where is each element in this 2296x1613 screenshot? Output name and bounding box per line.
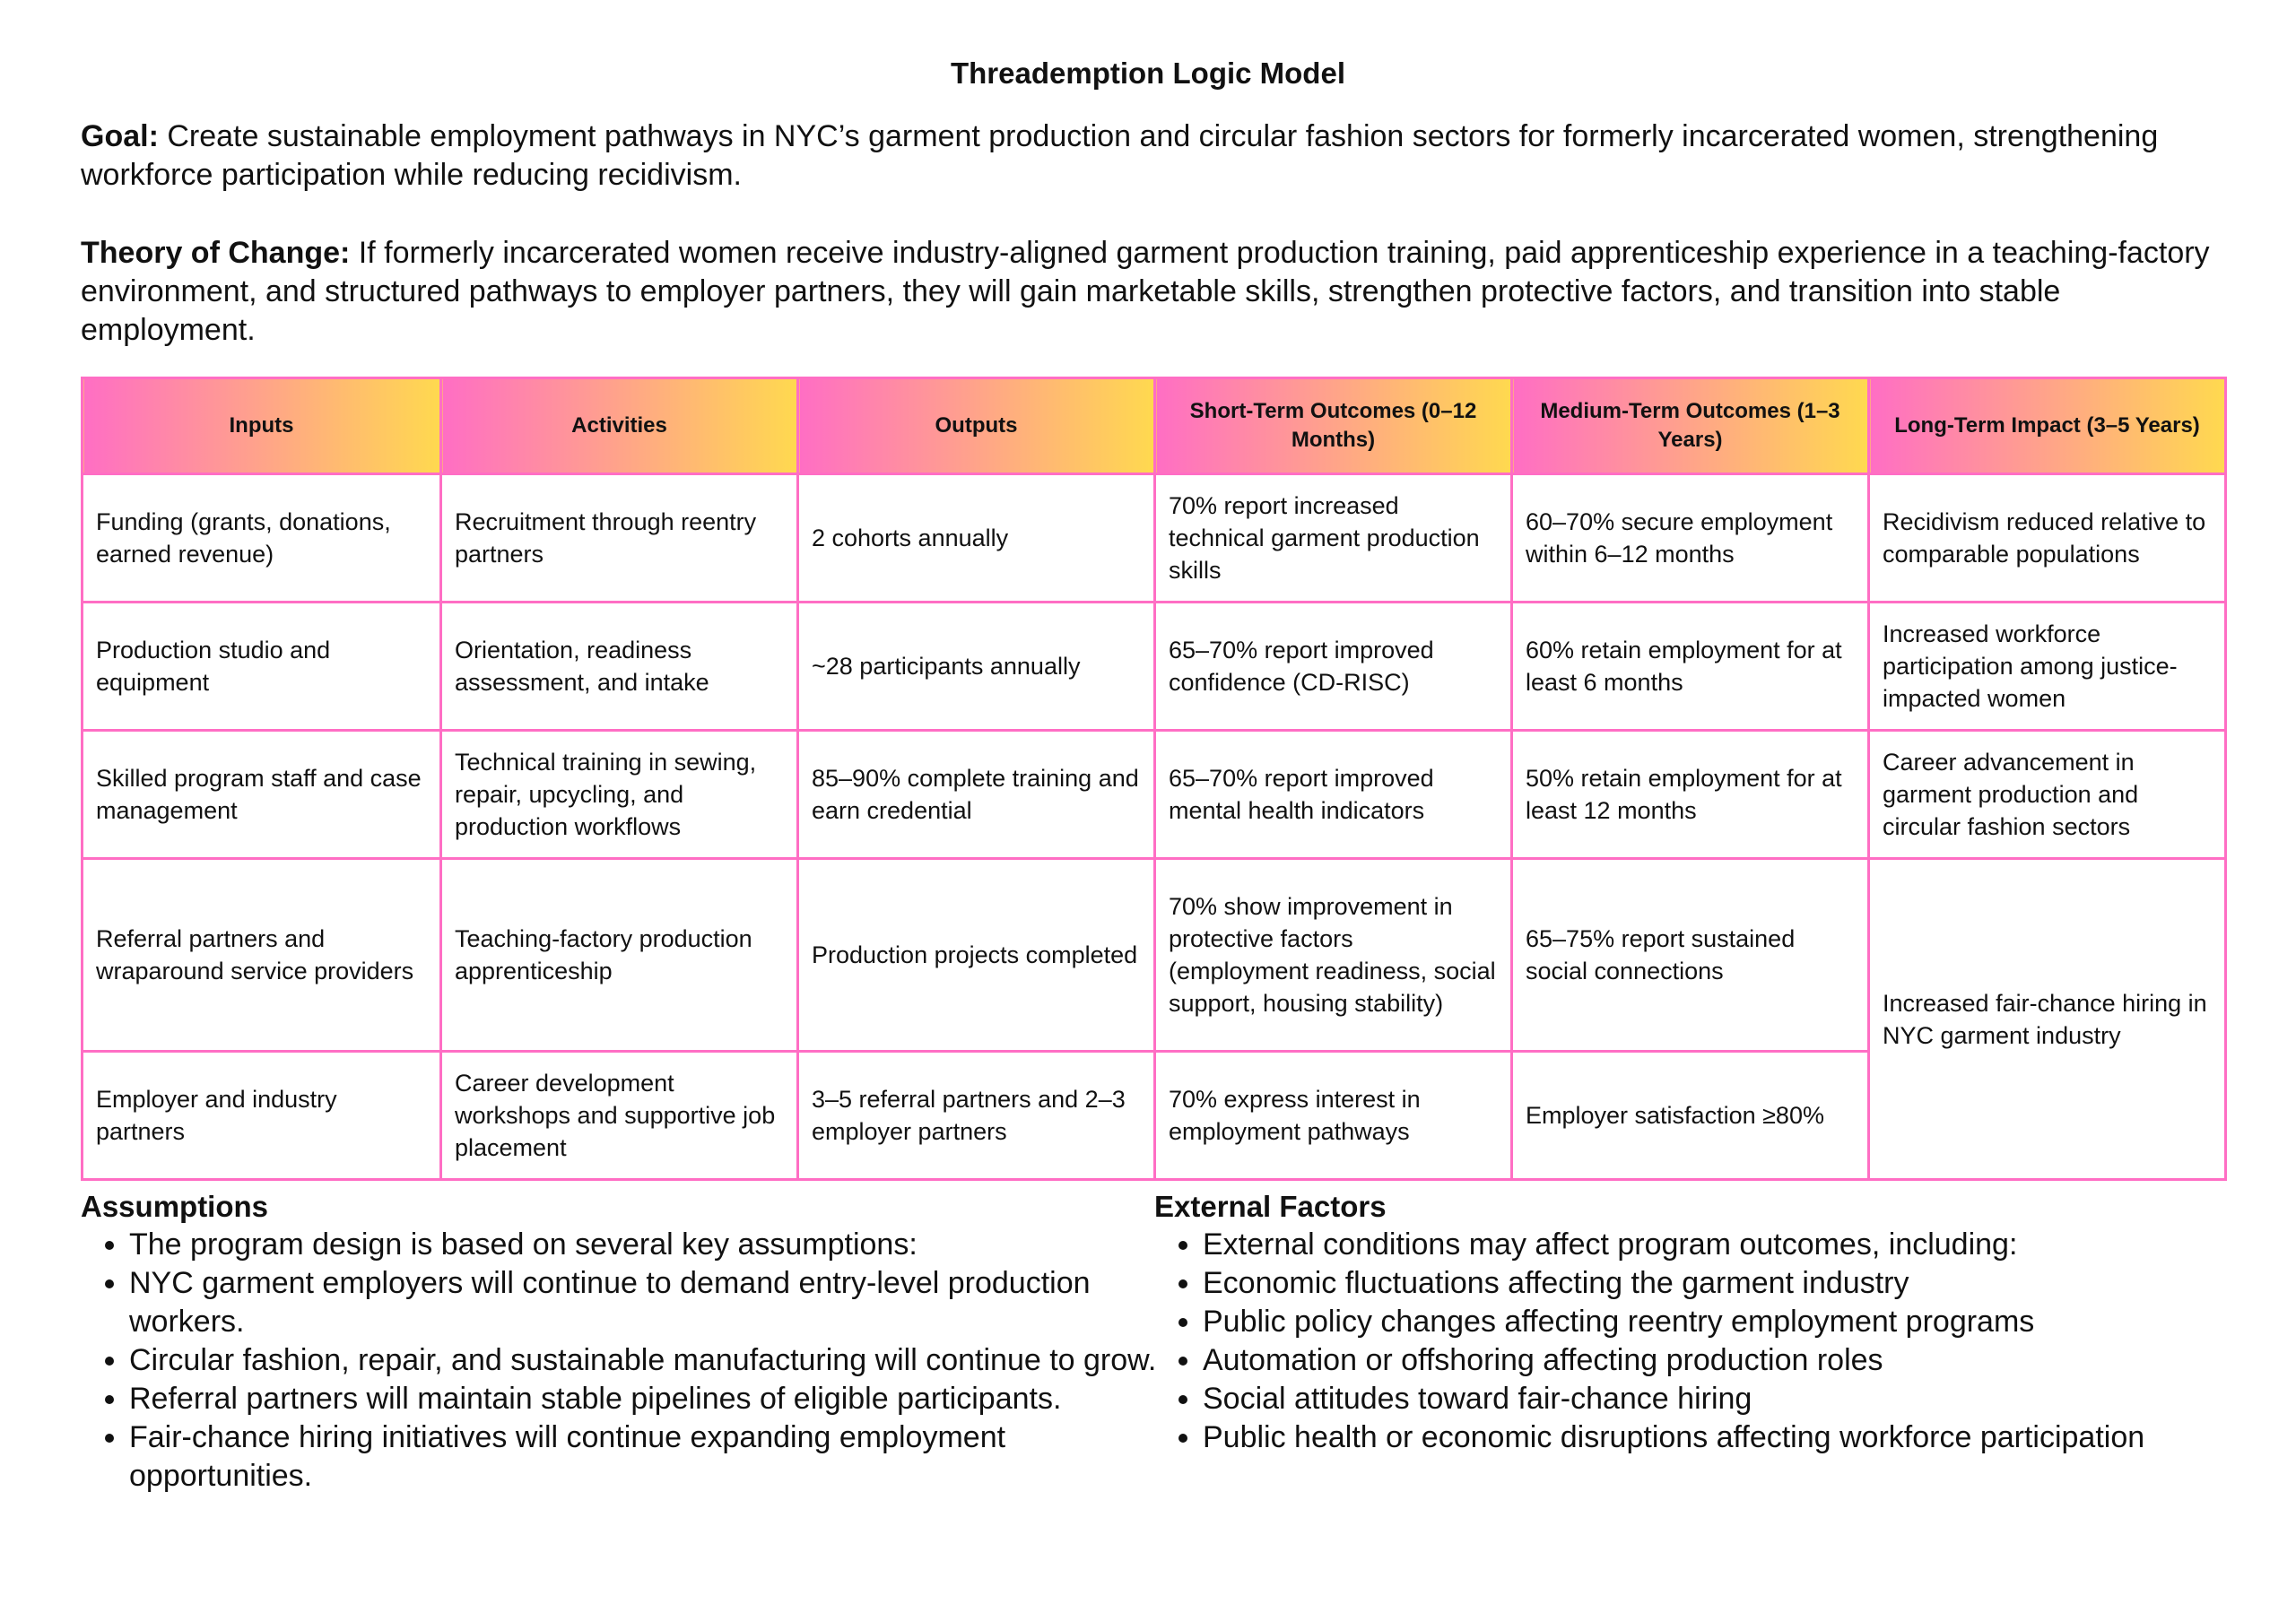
table-cell: Employer satisfaction ≥80% [1512, 1052, 1869, 1180]
table-cell: Increased workforce participation among justice-impacted women [1869, 603, 2226, 731]
header-medium-term-outcomes: Medium-Term Outcomes (1–3 Years) [1512, 378, 1869, 474]
list-item: • Social attitudes toward fair-chance hiring [1203, 1380, 2231, 1418]
page-title: Threademption Logic Model [950, 56, 1345, 90]
list-item: • Public health or economic disruptions affecting workforce participation [1203, 1418, 2231, 1457]
table-cell: Recidivism reduced relative to comparable populations [1869, 474, 2226, 603]
assumptions-list [81, 1226, 1157, 1496]
header-inputs: Inputs [83, 378, 441, 474]
table-cell: 70% show improvement in protective factors (employment readiness, social support, housing stability) [1155, 859, 1512, 1052]
list-item: • Public policy changes affecting reentry employment programs [1203, 1303, 2231, 1341]
list-item: • NYC garment employers will continue to demand entry-level production workers. [129, 1264, 1157, 1341]
list-item: • Circular fashion, repair, and sustainable manufacturing will continue to grow. [129, 1341, 1157, 1380]
table-cell: Employer and industry partners [83, 1052, 441, 1180]
theory-of-change-text: If formerly incarcerated women receive industry-aligned garment production training, paid apprenticeship experience in a teaching-factory environment, and structured pathways to employer partners, they will gain marketable skills, strengthen protective factors, and transition into stable employment. [81, 236, 2210, 347]
table-cell: Technical training in sewing, repair, upcycling, and production workflows [441, 731, 798, 859]
table-row [83, 859, 2226, 1052]
table-cell: 70% report increased technical garment production skills [1155, 474, 1512, 603]
header-outputs: Outputs [798, 378, 1155, 474]
table-cell: Referral partners and wraparound service providers [83, 859, 441, 1052]
list-item: • Economic fluctuations affecting the garment industry [1203, 1264, 2231, 1303]
table-cell: 65–75% report sustained social connections [1512, 859, 1869, 1052]
header-long-term-impact: Long-Term Impact (3–5 Years) [1869, 378, 2226, 474]
list-item: • Automation or offshoring affecting production roles [1203, 1341, 2231, 1380]
table-cell: 60% retain employment for at least 6 months [1512, 603, 1869, 731]
table-cell: 50% retain employment for at least 12 months [1512, 731, 1869, 859]
table-cell: Production projects completed [798, 859, 1155, 1052]
external-factors-heading: External Factors [1154, 1190, 1387, 1223]
list-item: • Referral partners will maintain stable pipelines of eligible participants. [129, 1380, 1157, 1418]
assumptions-heading: Assumptions [81, 1190, 269, 1223]
table-cell: Recruitment through reentry partners [441, 474, 798, 603]
logic-model-table [81, 377, 2227, 1181]
table-cell: 3–5 referral partners and 2–3 employer partners [798, 1052, 1155, 1180]
table-cell: Funding (grants, donations, earned revenue) [83, 474, 441, 603]
table-cell: 65–70% report improved mental health indicators [1155, 731, 1512, 859]
list-item: • External conditions may affect program outcomes, including: [1203, 1226, 2231, 1264]
table-cell: 70% express interest in employment pathways [1155, 1052, 1512, 1180]
table-cell: 2 cohorts annually [798, 474, 1155, 603]
external-factors-list [1154, 1226, 2231, 1457]
table-cell: Teaching-factory production apprenticeship [441, 859, 798, 1052]
table-cell: Production studio and equipment [83, 603, 441, 731]
header-activities: Activities [441, 378, 798, 474]
goal-label: Goal: [81, 119, 159, 153]
goal-text: Create sustainable employment pathways in NYC’s garment production and circular fashion sectors for formerly incarcerated women, strengthening workforce participation while reducing recidivism. [81, 119, 2159, 192]
table-cell-merged: Increased fair-chance hiring in NYC garment industry [1869, 859, 2226, 1180]
table-cell: Career development workshops and supportive job placement [441, 1052, 798, 1180]
table-cell: 65–70% report improved confidence (CD-RISC) [1155, 603, 1512, 731]
theory-of-change-statement [81, 234, 2233, 350]
list-item: • Fair-chance hiring initiatives will continue expanding employment opportunities. [129, 1418, 1157, 1496]
table-cell: ~28 participants annually [798, 603, 1155, 731]
table-cell: 60–70% secure employment within 6–12 months [1512, 474, 1869, 603]
goal-statement [81, 117, 2233, 195]
external-factors-section [1154, 1187, 2231, 1457]
table-row [83, 603, 2226, 731]
table-cell: Skilled program staff and case management [83, 731, 441, 859]
header-short-term-outcomes: Short-Term Outcomes (0–12 Months) [1155, 378, 1512, 474]
table-row [83, 731, 2226, 859]
assumptions-section [81, 1187, 1157, 1496]
table-cell: 85–90% complete training and earn credential [798, 731, 1155, 859]
list-item: • The program design is based on several key assumptions: [129, 1226, 1157, 1264]
table-header-row [83, 378, 2226, 474]
table-cell: Career advancement in garment production and circular fashion sectors [1869, 731, 2226, 859]
theory-of-change-label: Theory of Change: [81, 236, 351, 270]
table-row [83, 474, 2226, 603]
table-cell: Orientation, readiness assessment, and intake [441, 603, 798, 731]
